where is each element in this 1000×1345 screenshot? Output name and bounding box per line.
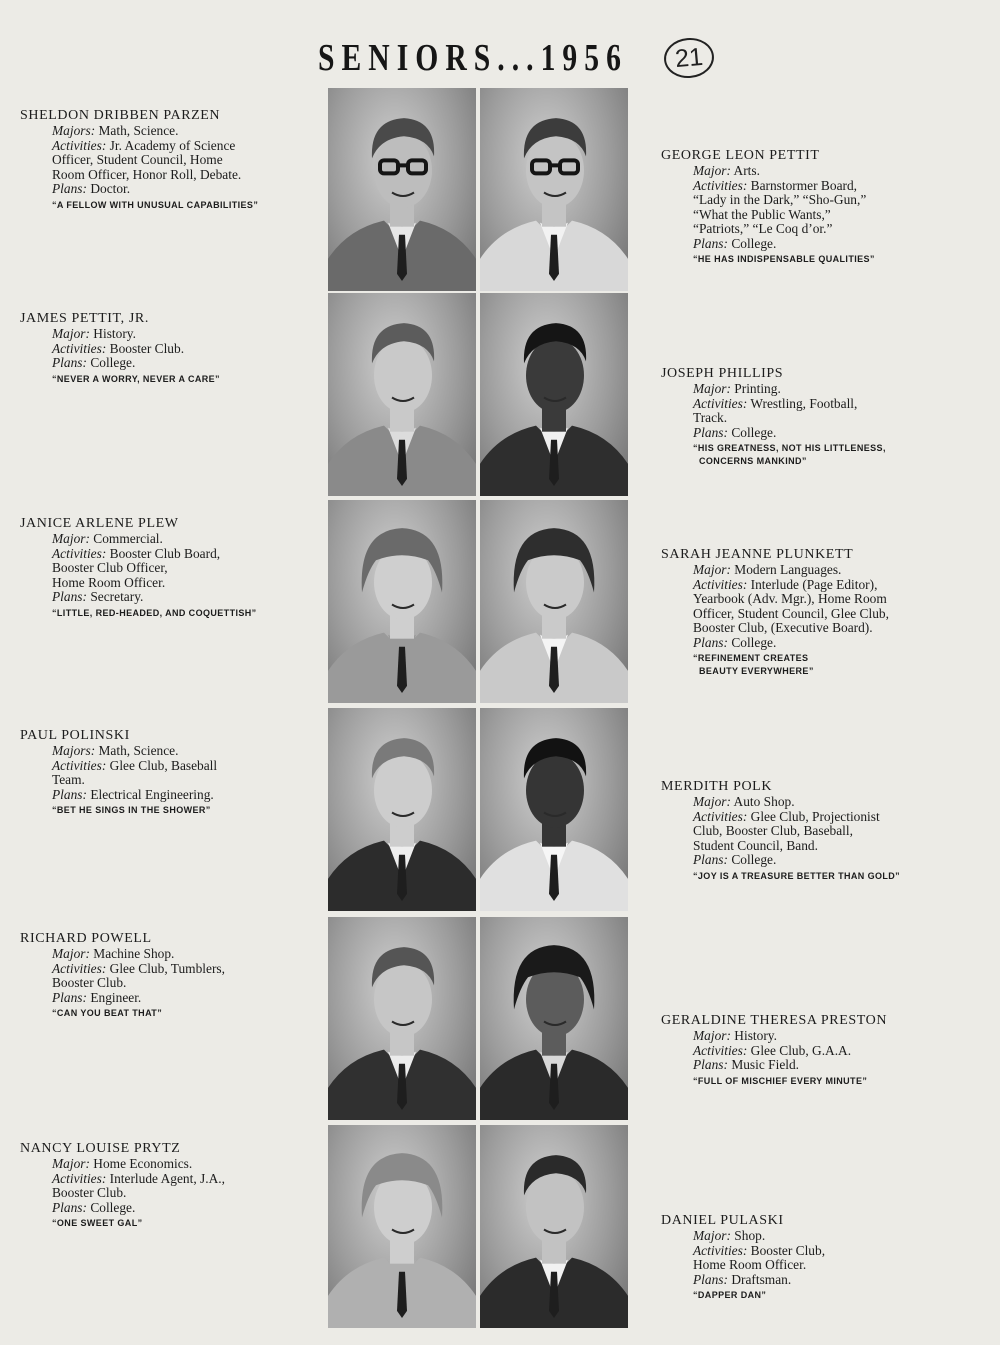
plans-value: College. (731, 634, 777, 650)
activities-value: Booster Club Board, (109, 545, 221, 561)
quote-line: “HIS GREATNESS, NOT HIS LITTLENESS, (693, 443, 886, 453)
senior-quote (693, 870, 961, 883)
major-label: Major: (693, 794, 731, 809)
plans-value: Draftsman. (731, 1271, 792, 1287)
senior-name: JAMES PETTIT, JR. (20, 311, 149, 326)
activities-line: Booster Club Officer, (52, 560, 168, 575)
senior-portrait (328, 917, 476, 1120)
major-line (52, 947, 320, 962)
plans-line (52, 590, 320, 605)
senior-entry (20, 516, 320, 620)
plans-label: Plans: (693, 1057, 728, 1072)
major-line (693, 795, 961, 810)
plans-label: Plans: (52, 589, 87, 604)
senior-portrait (480, 293, 628, 496)
senior-quote (693, 253, 961, 266)
activities-line: Club, Booster Club, Baseball, (693, 823, 853, 838)
major-label: Major: (52, 1156, 90, 1171)
plans-value: Engineer. (90, 989, 142, 1005)
quote-line: “LITTLE, RED-HEADED, AND COQUETTISH” (52, 607, 257, 618)
major-label: Majors: (52, 123, 96, 138)
activities-value: Glee Club, Projectionist (750, 808, 880, 824)
senior-details (693, 164, 961, 266)
activities-value: Glee Club, Baseball (109, 757, 218, 773)
activities-label: Activities: (693, 1242, 748, 1258)
senior-entry (20, 728, 320, 817)
senior-entry (20, 311, 320, 386)
activities-line: Officer, Student Council, Glee Club, (693, 605, 889, 621)
senior-portrait (328, 708, 476, 911)
major-value: Printing. (734, 381, 781, 396)
major-line (693, 1029, 961, 1044)
senior-entry (20, 108, 320, 212)
major-line (52, 327, 320, 342)
activities-line (693, 578, 961, 593)
plans-label: Plans: (52, 989, 87, 1005)
senior-name: DANIEL PULASKI (661, 1213, 784, 1228)
quote-line: “REFINEMENT CREATES (693, 653, 809, 663)
plans-value: Electrical Engineering. (90, 786, 214, 802)
major-value: Arts. (733, 163, 760, 178)
activities-value: Booster Club. (109, 340, 185, 356)
activities-line: Officer, Student Council, Home (52, 152, 223, 167)
major-label: Major: (693, 1228, 731, 1243)
activities-label: Activities: (693, 395, 748, 411)
plans-label: Plans: (693, 852, 728, 867)
activities-line (52, 139, 320, 154)
plans-value: Doctor. (90, 181, 131, 196)
activities-line (693, 1044, 961, 1059)
major-line (693, 164, 961, 179)
senior-portrait (328, 88, 476, 291)
quote-line: “CAN YOU BEAT THAT” (52, 1008, 163, 1018)
quote-line: “FULL OF MISCHIEF EVERY MINUTE” (693, 1075, 868, 1086)
activities-label: Activities: (52, 137, 107, 153)
activities-label: Activities: (52, 960, 107, 976)
senior-quote (693, 442, 961, 468)
quote-line: “ONE SWEET GAL” (52, 1218, 143, 1228)
activities-line (693, 179, 961, 194)
senior-portrait (480, 1125, 628, 1328)
activities-value: Interlude Agent, J.A., (109, 1170, 225, 1186)
activities-value: Glee Club, G.A.A. (750, 1042, 852, 1058)
major-label: Major: (693, 562, 731, 577)
senior-details (52, 1157, 320, 1230)
activities-label: Activities: (693, 1042, 748, 1058)
senior-name: NANCY LOUISE PRYTZ (20, 1141, 181, 1156)
senior-entry (661, 1013, 961, 1088)
senior-name: SHELDON DRIBBEN PARZEN (20, 108, 221, 123)
major-value: History. (734, 1028, 777, 1043)
major-value: Modern Languages. (734, 562, 842, 577)
senior-portrait (480, 708, 628, 911)
senior-portrait (480, 917, 628, 1120)
plans-label: Plans: (693, 634, 728, 650)
major-value: Math, Science. (98, 123, 179, 138)
major-line (52, 532, 320, 547)
activities-label: Activities: (52, 757, 107, 773)
quote-line: “BET HE SINGS IN THE SHOWER” (52, 805, 211, 815)
plans-label: Plans: (52, 355, 87, 370)
plans-label: Plans: (52, 181, 87, 196)
senior-details (693, 1229, 961, 1302)
senior-details (52, 947, 320, 1020)
quote-line: CONCERNS MANKIND” (699, 456, 807, 466)
major-line (693, 563, 961, 578)
senior-name: JOSEPH PHILLIPS (661, 366, 784, 381)
activities-value: Jr. Academy of Science (109, 137, 236, 153)
plans-value: College. (90, 355, 136, 370)
activities-line: Track. (693, 410, 728, 425)
activities-label: Activities: (52, 545, 107, 561)
major-label: Major: (52, 326, 90, 341)
senior-quote (52, 1007, 320, 1020)
senior-details (693, 1029, 961, 1088)
activities-label: Activities: (52, 340, 107, 356)
activities-line: Booster Club, (Executive Board). (693, 620, 873, 635)
plans-line (693, 1058, 961, 1073)
senior-quote (52, 607, 320, 620)
senior-portrait (480, 500, 628, 703)
senior-name: JANICE ARLENE PLEW (20, 516, 179, 531)
activities-label: Activities: (693, 177, 748, 193)
senior-quote (693, 1075, 961, 1088)
activities-line (693, 1244, 961, 1259)
major-value: History. (93, 326, 136, 341)
major-label: Majors: (52, 743, 96, 758)
plans-line (693, 853, 961, 868)
senior-details (52, 124, 320, 212)
activities-line (693, 397, 961, 412)
activities-value: Wrestling, Football, (750, 395, 858, 411)
major-line (693, 382, 961, 397)
activities-value: Interlude (Page Editor), (750, 576, 878, 592)
plans-line (693, 426, 961, 441)
page-header (0, 36, 1000, 86)
activities-label: Activities: (52, 1170, 107, 1186)
senior-quote (693, 1289, 961, 1302)
major-label: Major: (52, 946, 90, 961)
activities-line: “What the Public Wants,” (693, 206, 831, 222)
senior-portrait (328, 500, 476, 703)
quote-line: “A FELLOW WITH UNUSUAL CAPABILITIES” (52, 199, 259, 210)
major-label: Major: (693, 381, 731, 396)
senior-entry (661, 366, 961, 468)
senior-details (693, 382, 961, 468)
senior-quote (52, 199, 320, 212)
major-value: Auto Shop. (733, 794, 795, 809)
senior-name: GEORGE LEON PETTIT (661, 148, 820, 163)
quote-line: “NEVER A WORRY, NEVER A CARE” (52, 373, 220, 384)
plans-value: Secretary. (90, 589, 144, 604)
senior-name: RICHARD POWELL (20, 931, 152, 946)
plans-line (52, 788, 320, 803)
major-label: Major: (693, 163, 731, 178)
senior-details (693, 795, 961, 883)
major-label: Major: (52, 531, 90, 546)
plans-line (52, 991, 320, 1006)
activities-value: Barnstormer Board, (750, 177, 858, 193)
plans-label: Plans: (693, 424, 728, 440)
major-line (52, 124, 320, 139)
activities-line: Team. (52, 772, 85, 787)
senior-quote (52, 373, 320, 386)
major-label: Major: (693, 1028, 731, 1043)
senior-portrait (328, 1125, 476, 1328)
activities-line: “Lady in the Dark,” “Sho-Gun,” (693, 192, 867, 207)
senior-name: SARAH JEANNE PLUNKETT (661, 547, 854, 562)
senior-portrait (480, 88, 628, 291)
quote-line: BEAUTY EVERYWHERE” (699, 666, 814, 676)
activities-line (52, 759, 320, 774)
major-line (693, 1229, 961, 1244)
plans-value: College. (731, 424, 777, 440)
activities-line: Booster Club. (52, 975, 127, 990)
quote-line: “DAPPER DAN” (693, 1290, 767, 1300)
major-value: Home Economics. (93, 1156, 193, 1171)
page-number: 21 (662, 36, 715, 80)
quote-line: “HE HAS INDISPENSABLE QUALITIES” (693, 254, 875, 264)
activities-line: Room Officer, Honor Roll, Debate. (52, 166, 242, 182)
plans-label: Plans: (693, 235, 728, 251)
quote-line: “JOY IS A TREASURE BETTER THAN GOLD” (693, 870, 901, 881)
senior-details (693, 563, 961, 678)
activities-line (52, 547, 320, 562)
plans-line (52, 182, 320, 197)
senior-details (52, 327, 320, 386)
major-value: Machine Shop. (93, 946, 175, 961)
page-title: SENIORS...1956 (318, 37, 628, 79)
senior-quote (693, 652, 961, 678)
plans-line (693, 636, 961, 651)
plans-value: Music Field. (731, 1057, 800, 1072)
senior-entry (20, 931, 320, 1020)
senior-name: PAUL POLINSKI (20, 728, 130, 743)
activities-line (693, 810, 961, 825)
plans-value: College. (90, 1199, 136, 1215)
plans-label: Plans: (52, 1199, 87, 1215)
activities-line (52, 342, 320, 357)
activities-value: Booster Club, (750, 1242, 826, 1258)
senior-quote (52, 804, 320, 817)
major-line (52, 744, 320, 759)
senior-entry (661, 547, 961, 678)
activities-line: Booster Club. (52, 1185, 127, 1200)
senior-entry (661, 1213, 961, 1302)
senior-details (52, 744, 320, 817)
activities-line: “Patriots,” “Le Coq d’or.” (693, 221, 833, 236)
activities-line: Home Room Officer. (52, 574, 166, 590)
activities-label: Activities: (693, 808, 748, 824)
senior-portrait (328, 293, 476, 496)
senior-details (52, 532, 320, 620)
plans-label: Plans: (693, 1271, 728, 1287)
plans-line (52, 1201, 320, 1216)
major-value: Math, Science. (98, 743, 179, 758)
plans-line (52, 356, 320, 371)
major-line (52, 1157, 320, 1172)
senior-entry (20, 1141, 320, 1230)
plans-label: Plans: (52, 786, 87, 802)
senior-entry (661, 779, 961, 883)
activities-line (52, 962, 320, 977)
senior-entry (661, 148, 961, 266)
plans-value: College. (731, 852, 777, 867)
activities-value: Glee Club, Tumblers, (109, 960, 225, 976)
plans-line (693, 237, 961, 252)
senior-quote (52, 1217, 320, 1230)
plans-value: College. (731, 235, 777, 251)
activities-line: Student Council, Band. (693, 837, 818, 853)
major-value: Shop. (734, 1228, 766, 1243)
activities-line (52, 1172, 320, 1187)
senior-name: MERDITH POLK (661, 779, 773, 794)
activities-label: Activities: (693, 576, 748, 592)
plans-line (693, 1273, 961, 1288)
activities-line: Yearbook (Adv. Mgr.), Home Room (693, 591, 887, 606)
senior-name: GERALDINE THERESA PRESTON (661, 1013, 888, 1028)
major-value: Commercial. (93, 531, 163, 546)
activities-line: Home Room Officer. (693, 1257, 807, 1272)
